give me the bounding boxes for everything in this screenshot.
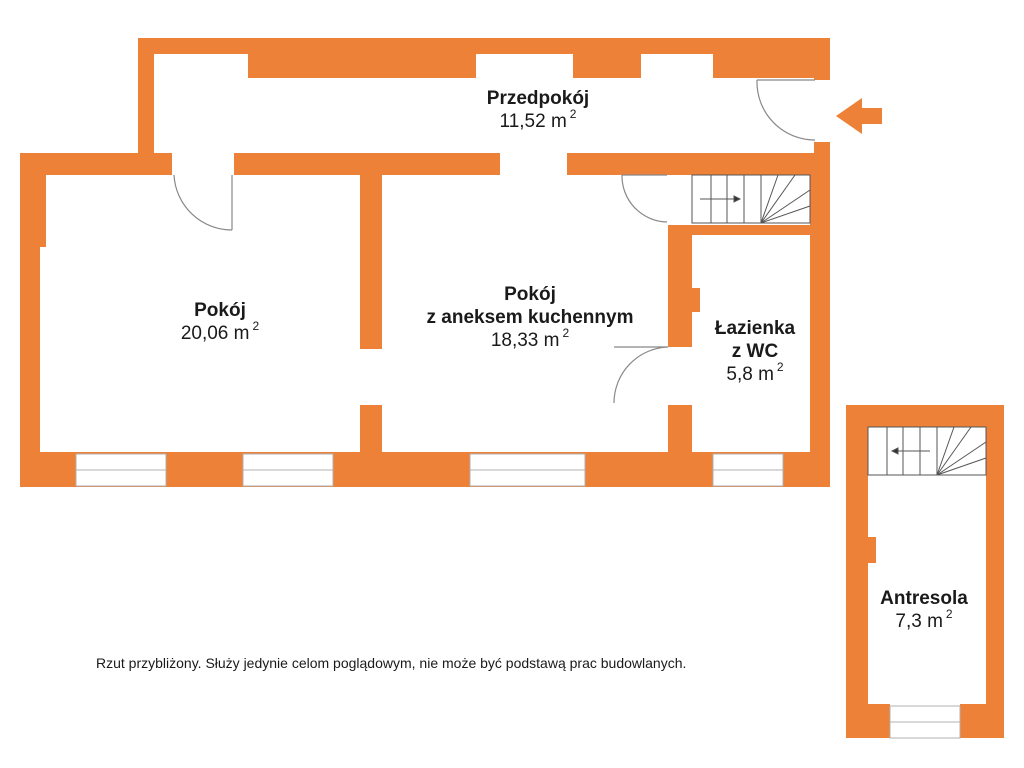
wall-hall-top-left (138, 38, 248, 54)
room-name: Przedpokój (486, 88, 590, 109)
wall-hall-top-seg2 (641, 38, 713, 54)
room-label-hallway (438, 88, 638, 134)
room-area: 5,8 m $^2$ (726, 359, 784, 385)
wall-hall-top-seg (476, 38, 573, 54)
door-swing-stairs (622, 175, 667, 222)
room-name-line2: z aneksem kuchennym (426, 306, 634, 328)
door-swing-entrance (757, 80, 815, 140)
room-name: Antresola (880, 588, 968, 609)
windows (76, 454, 960, 738)
room-label-bathroom (700, 318, 810, 386)
wall-hall-left (138, 38, 154, 156)
wall-main-right (810, 153, 830, 487)
wall-mezz-top (846, 405, 1004, 427)
room-area: 7,3 m $^2$ (895, 606, 953, 632)
wall-hall-top-end (713, 38, 830, 78)
wall-hall-top-mid (248, 38, 476, 78)
room-area: 11,52 m $^2$ (499, 106, 577, 132)
arrow-left-icon (836, 98, 882, 134)
wall-partition-1-top-thick (372, 153, 398, 173)
wall-bath-bump (692, 288, 700, 312)
wall-hall-top-right (573, 38, 641, 78)
wall-bath-left-top (668, 225, 692, 347)
walls (20, 38, 1004, 738)
room-label-room (120, 300, 320, 346)
wall-mezz-bump (868, 537, 876, 563)
wall-bath-top (668, 225, 830, 235)
wall-mezz-bottom-right (960, 704, 1004, 738)
wall-main-left-top (20, 153, 46, 247)
room-area: 18,33 m $^2$ (490, 325, 570, 351)
room-label-living-kitchen (405, 284, 655, 352)
room-name: Łazienka (714, 318, 796, 339)
wall-hall-right-top (814, 38, 830, 80)
door-swing-bath (614, 347, 668, 403)
wall-partition-1-top (360, 153, 382, 349)
wall-mezz-right (986, 405, 1004, 738)
room-name: Pokój (504, 284, 556, 305)
room-name: Pokój (194, 300, 246, 321)
wall-mezz-bottom-left (846, 704, 890, 738)
wall-bath-left-bottom (668, 405, 692, 487)
room-name-line2: z WC (731, 340, 779, 362)
wall-mezz-left (846, 405, 868, 738)
wall-main-left (20, 247, 40, 487)
stairs-main (692, 175, 810, 223)
disclaimer-note: Rzut przybliżony. Służy jedynie celom poglądowym, nie może być podstawą prac budowlanych. (96, 655, 687, 671)
wall-main-top-right (567, 153, 830, 175)
room-label-mezzanine (868, 588, 980, 634)
door-swing-room (174, 175, 232, 230)
room-area: 20,06 m $^2$ (180, 318, 260, 344)
stairs-mezzanine (868, 427, 986, 475)
wall-partition-1-bottom (360, 405, 382, 487)
